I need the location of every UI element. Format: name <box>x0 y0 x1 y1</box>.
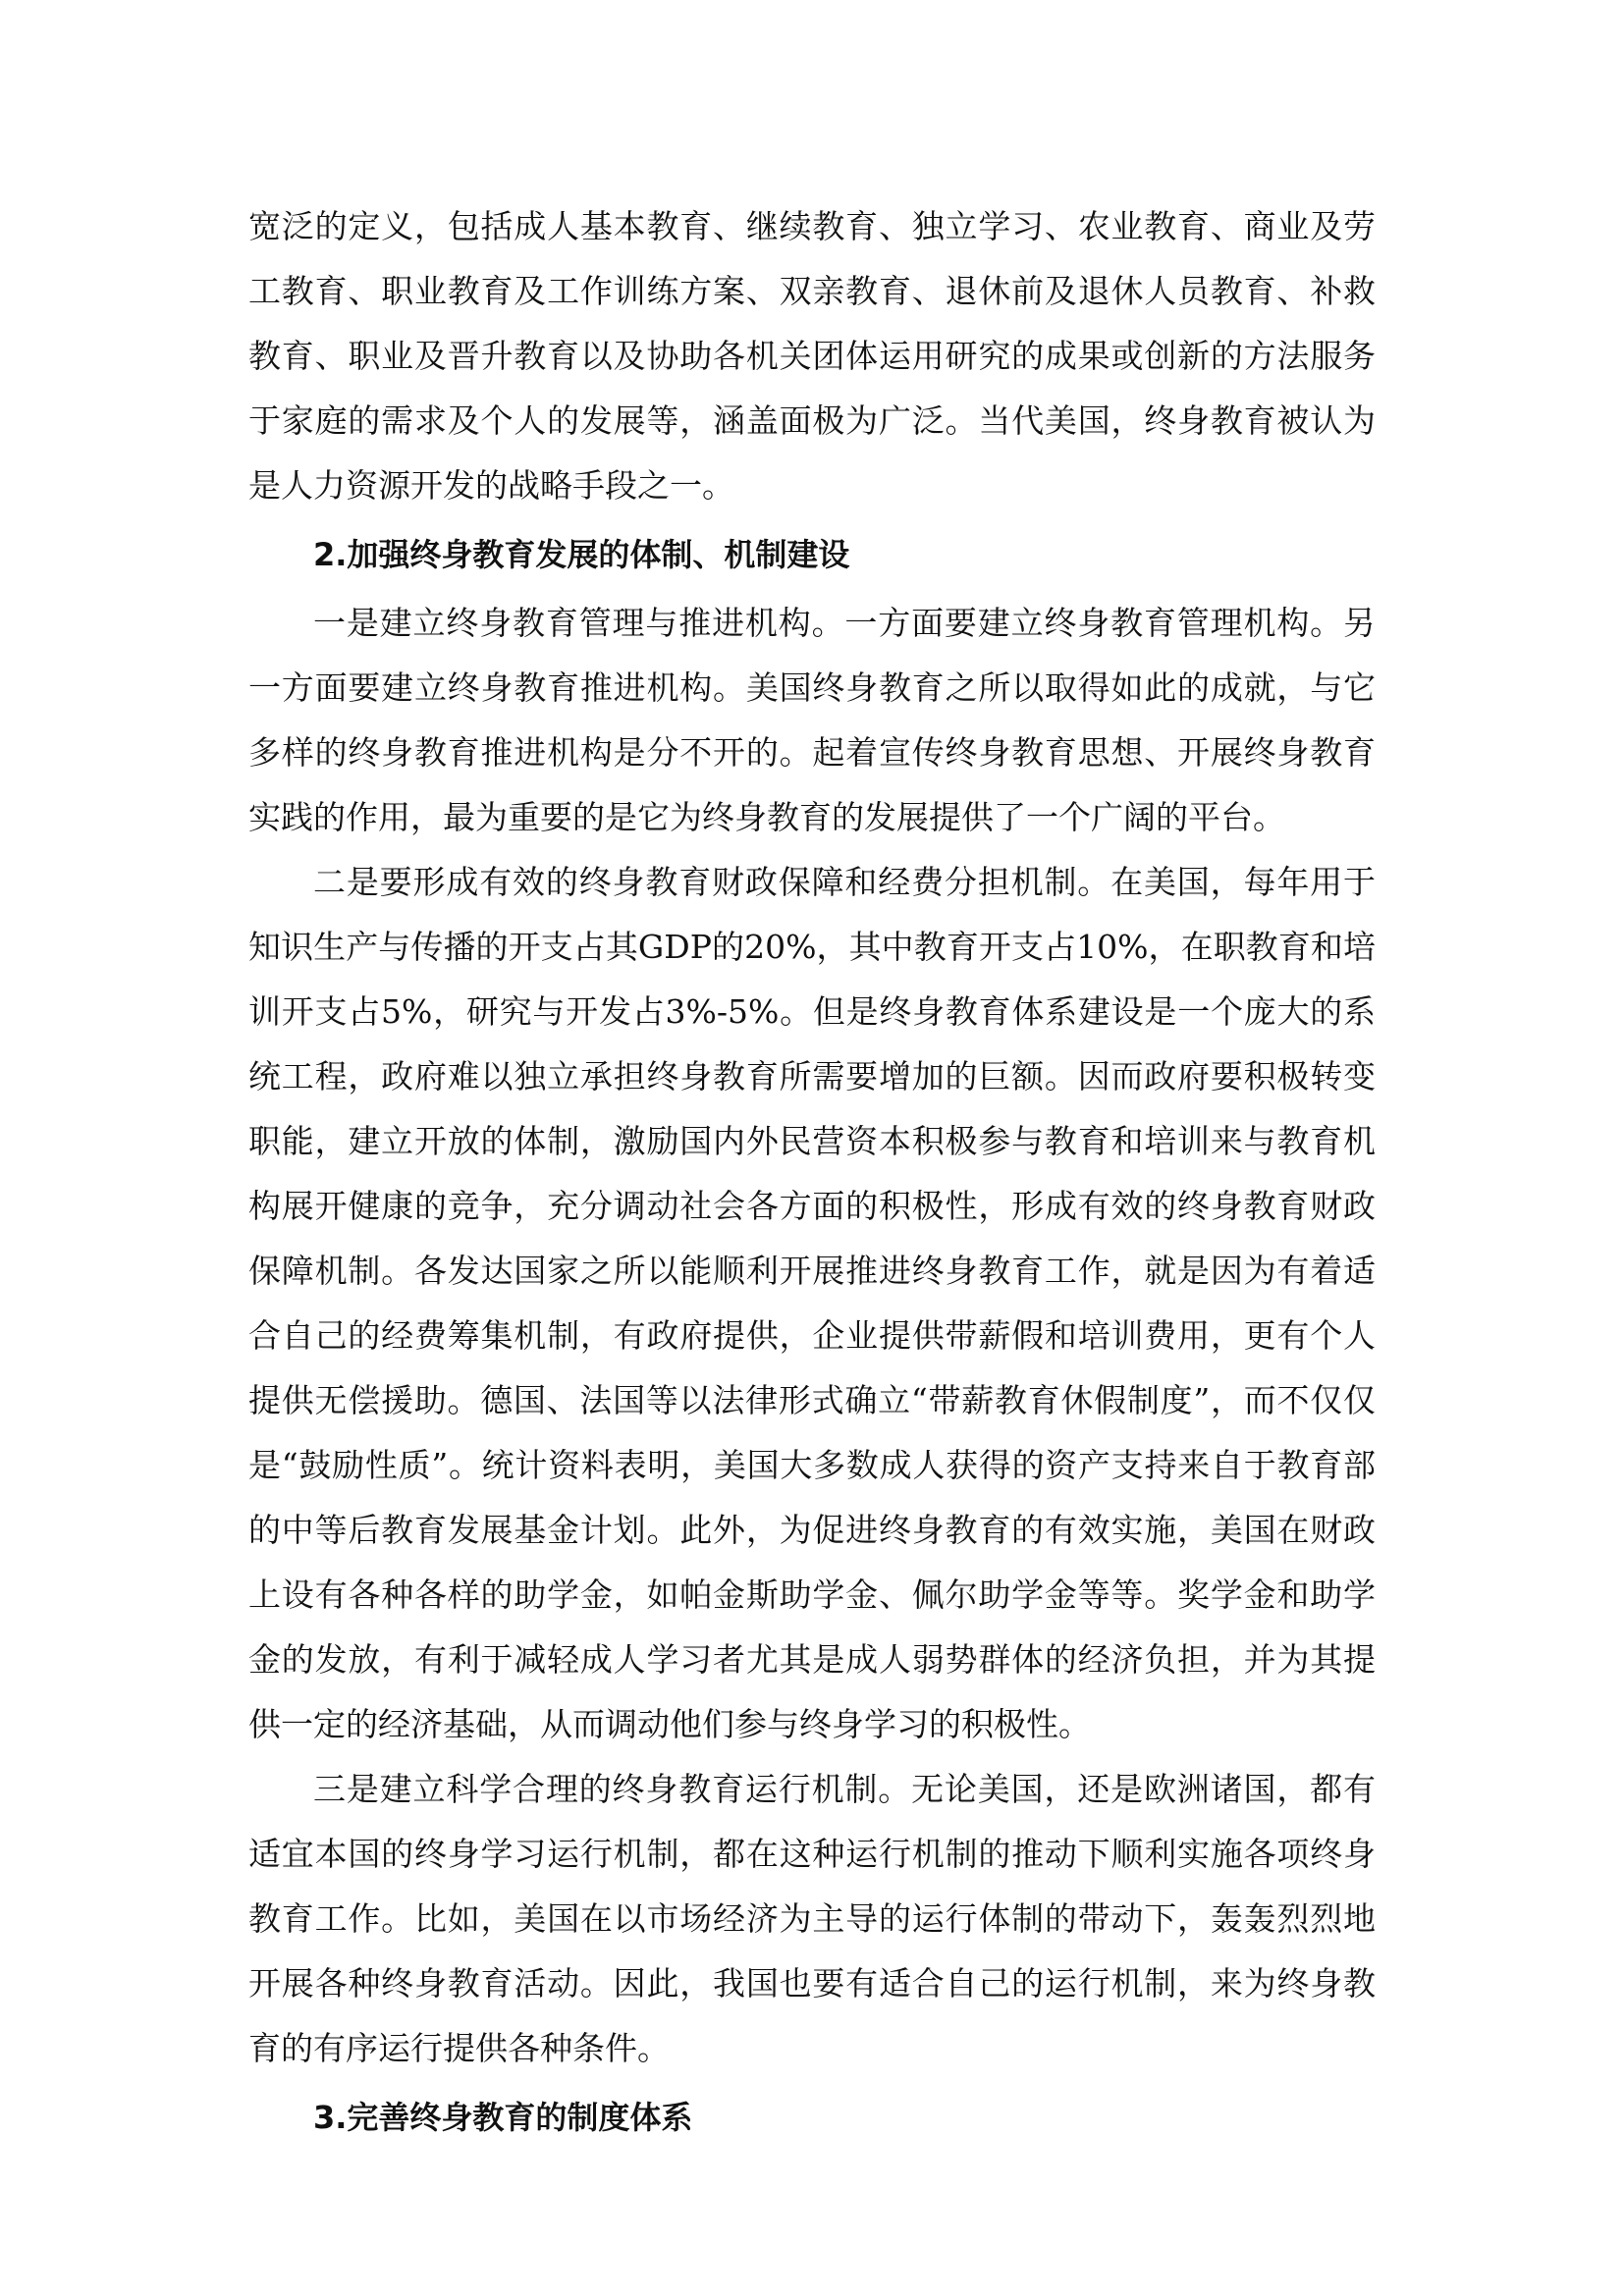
section-heading-2: 2.加强终身教育发展的体制、机制建设 <box>313 536 850 573</box>
section-heading-3: 3.完善终身教育的制度体系 <box>313 2099 693 2136</box>
paragraph-management-agencies: 一是建立终身教育管理与推进机构。一方面要建立终身教育管理机构。另一方面要建立终身教育推进机构。美国终身教育之所以取得如此的成就，与它多样的终身教育推进机构是分不开的。起着宣传终身教育思想、开展终身教育实践的作用，最为重要的是它为终身教育的发展提供了一个广阔的平台。 <box>248 604 1376 836</box>
paragraph-financial-mechanism: 二是要形成有效的终身教育财政保障和经费分担机制。在美国，每年用于知识生产与传播的开支占其GDP的20%，其中教育开支占10%，在职教育和培训开支占5%，研究与开发占3%-5%。但是终身教育体系建设是一个庞大的系统工程，政府难以独立承担终身教育所需要增加的巨额。因而政府要积极转变职能，建立开放的体制，激励国内外民营资本积极参与教育和培训来与教育机构展开健康的竞争，充分调动社会各方面的积极性，形成有效的终身教育财政保障机制。各发达国家之所以能顺利开展推进终身教育工作，就是因为有着适合自己的经费筹集机制，有政府提供，企业提供带薪假和培训费用，更有个人提供无偿援助。德国、法国等以法律形式确立“带薪教育休假制度”，而不仅仅是“鼓励性质”。统计资料表明，美国大多数成人获得的资产支持来自于教育部的中等后教育发展基金计划。此外，为促进终身教育的有效实施，美国在财政上设有各种各样的助学金，如帕金斯助学金、佩尔助学金等等。奖学金和助学金的发放，有利于减轻成人学习者尤其是成人弱势群体的经济负担，并为其提供一定的经济基础，从而调动他们参与终身学习的积极性。 <box>248 863 1376 1743</box>
document-body <box>248 194 1376 2154</box>
paragraph-operating-mechanism: 三是建立科学合理的终身教育运行机制。无论美国，还是欧洲诸国，都有适宜本国的终身学习运行机制，都在这种运行机制的推动下顺利实施各项终身教育工作。比如，美国在以市场经济为主导的运行体制的带动下，轰轰烈烈地开展各种终身教育活动。因此，我国也要有适合自己的运行机制，来为终身教育的有序运行提供各种条件。 <box>248 1770 1376 2067</box>
paragraph-continued: 宽泛的定义，包括成人基本教育、继续教育、独立学习、农业教育、商业及劳工教育、职业教育及工作训练方案、双亲教育、退休前及退休人员教育、补救教育、职业及晋升教育以及协助各机关团体运用研究的成果或创新的方法服务于家庭的需求及个人的发展等，涵盖面极为广泛。当代美国，终身教育被认为是人力资源开发的战略手段之一。 <box>248 207 1376 505</box>
